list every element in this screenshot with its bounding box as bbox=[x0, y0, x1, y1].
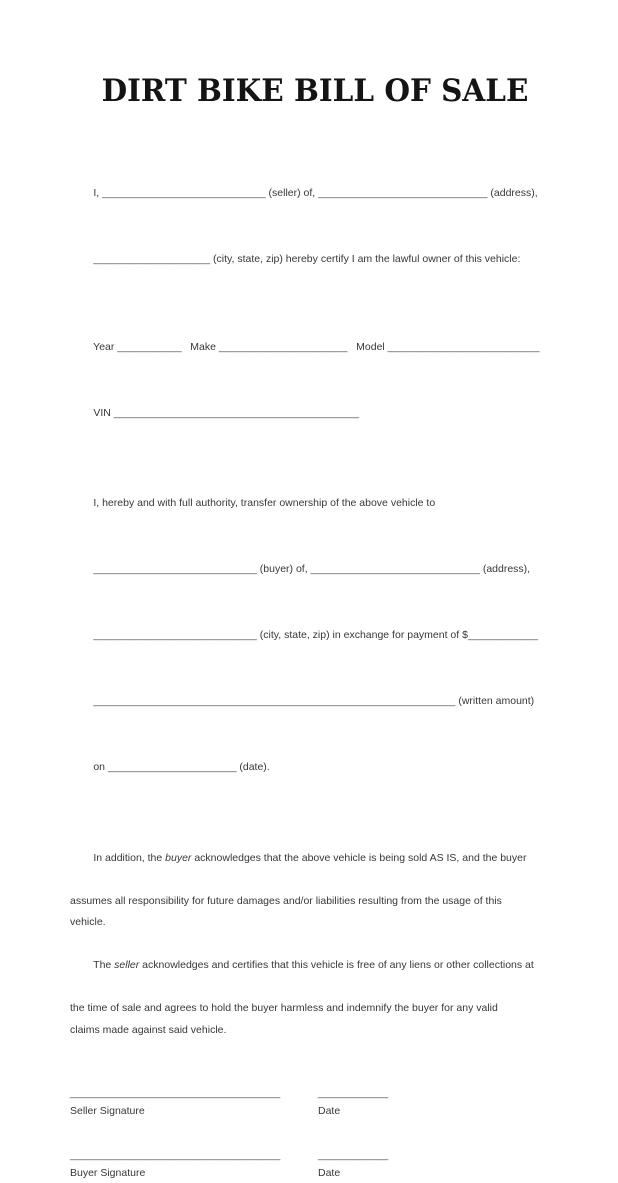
seller-intro-text: I, bbox=[93, 187, 103, 199]
buyer-name-blank[interactable]: ____________________________ bbox=[93, 563, 257, 575]
transfer-date-line bbox=[70, 734, 560, 800]
terms-text: In addition, the bbox=[93, 851, 166, 864]
seller-signature-labels bbox=[70, 1101, 560, 1121]
terms-section bbox=[70, 826, 560, 1041]
transfer-payment-line bbox=[70, 602, 560, 668]
make-label: Make bbox=[181, 341, 219, 353]
terms-text: The bbox=[93, 959, 115, 971]
seller-italic-word: seller bbox=[114, 959, 140, 971]
date-label: (date). bbox=[236, 761, 270, 773]
seller-signature-blank[interactable]: ____________________________________ bbox=[70, 1087, 281, 1099]
make-blank[interactable]: ______________________ bbox=[218, 341, 348, 353]
written-amount-label: (written amount) bbox=[455, 695, 535, 707]
transfer-section bbox=[70, 470, 560, 800]
payment-amount-blank[interactable]: ____________ bbox=[467, 629, 539, 641]
signature-section bbox=[70, 1085, 560, 1183]
buyer-italic-word: buyer bbox=[165, 851, 192, 864]
seller-address-blank[interactable]: _____________________________ bbox=[318, 187, 488, 199]
sale-date-blank[interactable]: ______________________ bbox=[107, 761, 237, 773]
buyer-date-label: Date bbox=[318, 1167, 341, 1179]
seller-line-2 bbox=[70, 226, 560, 292]
seller-address-label: (address), bbox=[487, 187, 538, 199]
vin-label: VIN bbox=[93, 407, 114, 419]
seller-date-blank[interactable]: ____________ bbox=[318, 1087, 389, 1099]
seller-of-label: (seller) of, bbox=[265, 187, 319, 199]
vehicle-line-1 bbox=[70, 314, 560, 380]
terms-p2-line2: the time of sale and agrees to hold the buyer harmless and indemnify the buyer for any valid bbox=[70, 1002, 498, 1014]
document-title: DIRT BIKE BILL OF SALE bbox=[101, 73, 529, 109]
buyer-date-blank[interactable]: ____________ bbox=[318, 1149, 389, 1161]
transfer-buyer-line bbox=[70, 536, 560, 602]
seller-signature-rules bbox=[70, 1085, 560, 1101]
vin-blank[interactable]: __________________________________________ bbox=[113, 407, 360, 419]
document-content bbox=[70, 0, 560, 1183]
terms-p1-line2: assumes all responsibility for future damages and/or liabilities resulting from the usage of this bbox=[70, 894, 502, 907]
seller-signature-group bbox=[70, 1085, 560, 1121]
written-amount-blank[interactable]: ______________________________________________________________ bbox=[93, 695, 456, 707]
buyer-signature-blank[interactable]: ____________________________________ bbox=[70, 1149, 281, 1161]
buyer-signature-label: Buyer Signature bbox=[70, 1167, 146, 1179]
model-label: Model bbox=[347, 341, 388, 353]
payment-text: (city, state, zip) in exchange for payment of $ bbox=[256, 629, 468, 641]
buyer-address-label: (address), bbox=[479, 563, 531, 575]
transfer-written-amount-line bbox=[70, 668, 560, 734]
terms-text: acknowledges and certifies that this vehicle is free of any liens or other collections at bbox=[139, 959, 534, 971]
buyer-citystatezip-blank[interactable]: ____________________________ bbox=[93, 629, 257, 641]
terms-p2-line1 bbox=[70, 934, 560, 999]
vehicle-section bbox=[70, 314, 560, 446]
vehicle-line-2 bbox=[70, 380, 560, 446]
year-label: Year bbox=[93, 341, 118, 353]
transfer-intro-text: I, hereby and with full authority, transfer ownership of the above vehicle to bbox=[93, 497, 436, 509]
terms-text: acknowledges that the above vehicle is being sold AS IS, and the buyer bbox=[191, 851, 527, 864]
seller-name-blank[interactable]: ____________________________ bbox=[102, 187, 266, 199]
on-label: on bbox=[93, 761, 108, 773]
buyer-signature-group bbox=[70, 1147, 560, 1183]
buyer-of-label: (buyer) of, bbox=[256, 563, 311, 575]
transfer-intro-line bbox=[70, 470, 560, 536]
seller-citystatezip-blank[interactable]: ____________________ bbox=[93, 253, 211, 265]
terms-p1-line1 bbox=[70, 826, 560, 891]
seller-section bbox=[70, 160, 560, 292]
buyer-signature-labels bbox=[70, 1163, 560, 1183]
year-blank[interactable]: ___________ bbox=[117, 341, 182, 353]
seller-certify-text: (city, state, zip) hereby certify I am the lawful owner of this vehicle: bbox=[210, 253, 521, 265]
model-blank[interactable]: __________________________ bbox=[387, 341, 540, 353]
seller-date-label: Date bbox=[318, 1105, 341, 1117]
buyer-signature-rules bbox=[70, 1147, 560, 1163]
terms-p2-line3: claims made against said vehicle. bbox=[70, 1023, 227, 1036]
seller-signature-label: Seller Signature bbox=[70, 1105, 145, 1117]
terms-p1-line3: vehicle. bbox=[70, 916, 106, 928]
seller-line-1 bbox=[70, 160, 560, 226]
buyer-address-blank[interactable]: _____________________________ bbox=[310, 563, 480, 575]
